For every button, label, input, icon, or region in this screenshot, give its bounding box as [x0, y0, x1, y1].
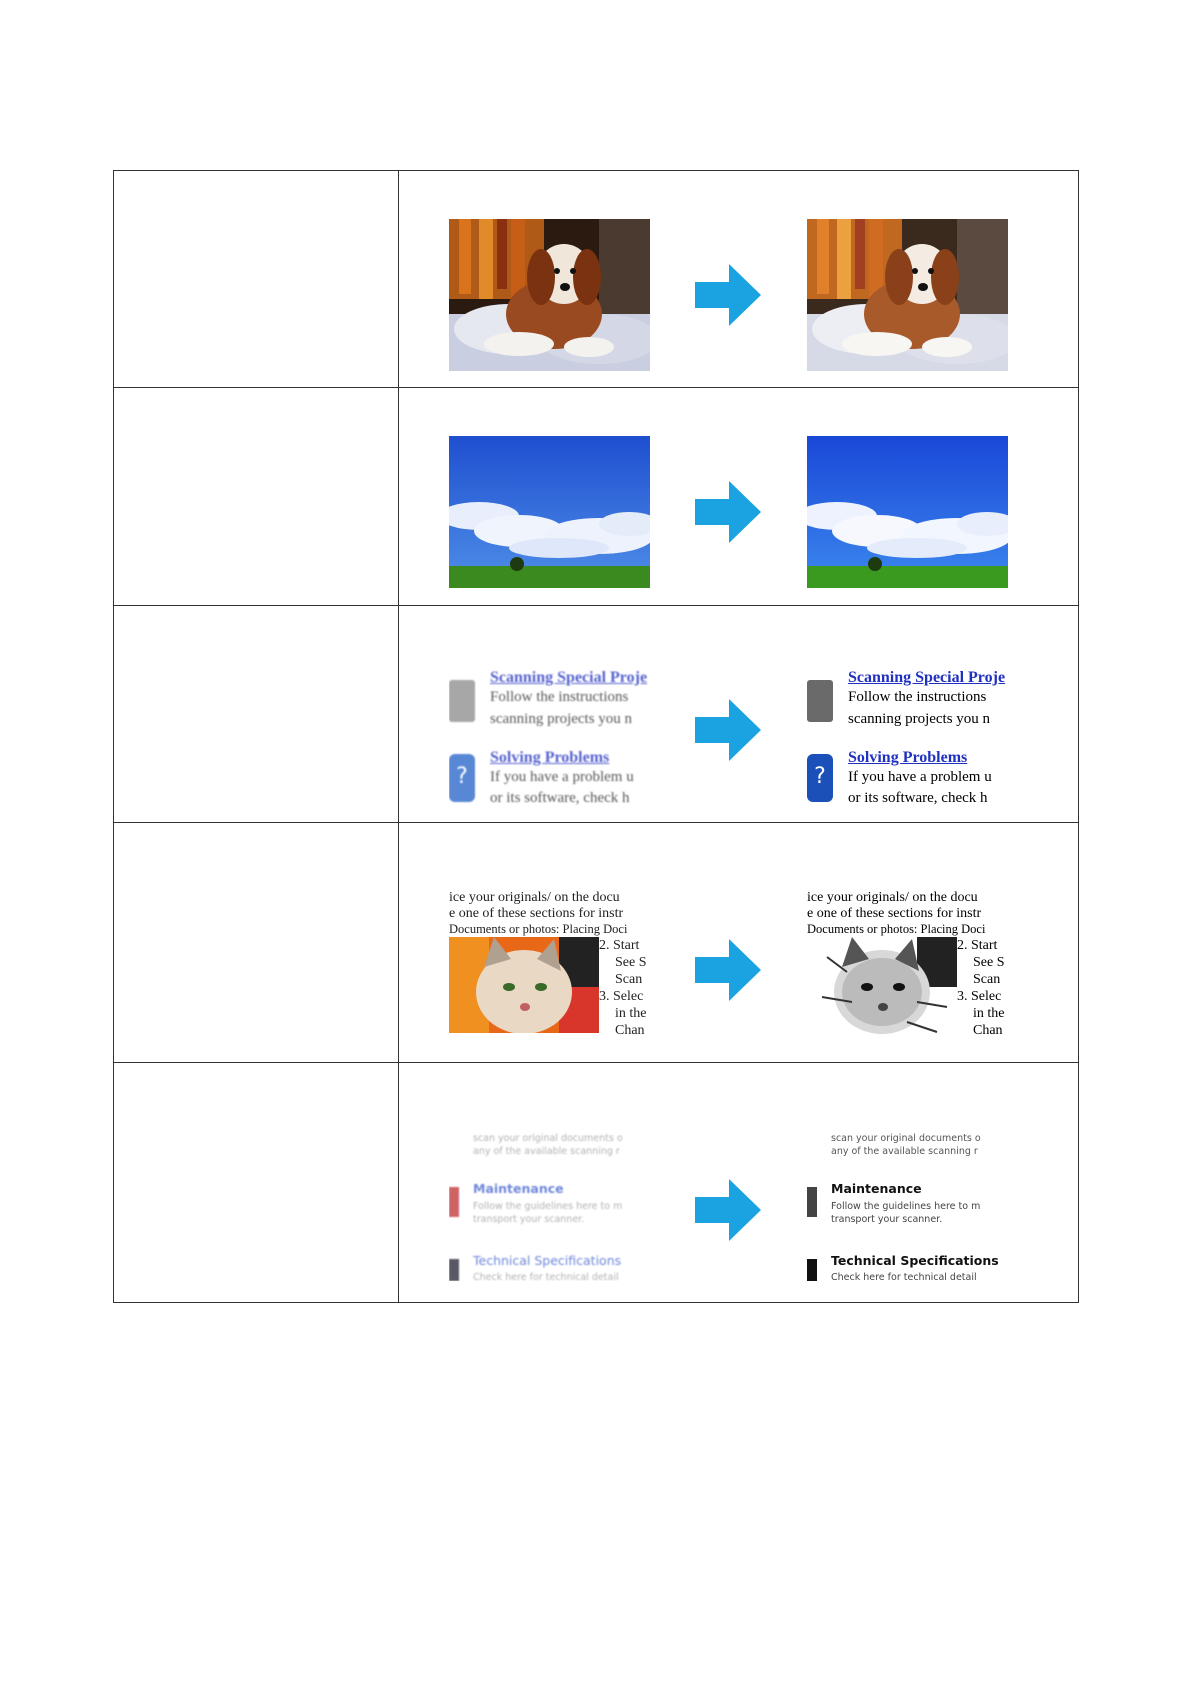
link-text: Scanning Special Proje [490, 669, 648, 686]
body-text: any of the available scanning r [473, 1146, 620, 1157]
body-text: or its software, check h [490, 790, 630, 806]
body-text: Scan [973, 972, 1001, 987]
body-text: in the [615, 1006, 647, 1021]
right-arrow-icon [695, 699, 761, 761]
body-text: scanning projects you n [490, 711, 633, 727]
body-text: Documents or photos: Placing Doci [449, 922, 628, 936]
table-row [114, 171, 1079, 388]
table-row [114, 823, 1079, 1063]
body-text: scan your original documents o [831, 1133, 981, 1144]
body-text: If you have a problem u [848, 769, 992, 785]
scanner-icon [807, 680, 833, 722]
comparison-cell [399, 388, 1079, 606]
scanner-icon [449, 680, 475, 722]
comparison-cell [399, 1063, 1079, 1303]
cat-photo-color [449, 937, 599, 1041]
edge-sample-after [807, 1129, 1008, 1281]
body-text: scan your original documents o [473, 1133, 623, 1144]
feature-label-cell [114, 1063, 399, 1303]
body-text: 3. Selec [599, 989, 644, 1004]
section-title: Technical Specifications [831, 1253, 999, 1268]
link-text: Solving Problems [490, 749, 610, 766]
link-text: Solving Problems [848, 749, 968, 766]
comparison-cell [399, 823, 1079, 1063]
body-text: 3. Selec [957, 989, 1002, 1004]
body-text: Follow the guidelines here to m [831, 1201, 981, 1212]
body-text: Check here for technical detail [831, 1272, 977, 1281]
table-row [114, 1063, 1079, 1303]
sky-photo-before [449, 436, 650, 588]
body-text: ice your originals/ on the docu [807, 890, 978, 905]
cat-photo-mono [807, 937, 957, 1041]
body-text: e one of these sections for instr [807, 906, 982, 921]
body-text: See S [973, 955, 1005, 970]
body-text: 2. Start [957, 938, 998, 953]
body-text: Chan [615, 1023, 645, 1038]
feature-label-cell [114, 606, 399, 823]
feature-label-cell [114, 388, 399, 606]
comparison-table [113, 170, 1079, 1303]
table-row [114, 388, 1079, 606]
right-arrow-icon [695, 1179, 761, 1241]
comparison-cell [399, 171, 1079, 388]
help-icon: ? [449, 754, 475, 802]
body-text: or its software, check h [848, 790, 988, 806]
dog-photo-before [449, 219, 650, 371]
body-text: 2. Start [599, 938, 640, 953]
sky-photo-after [807, 436, 1008, 588]
body-text: transport your scanner. [831, 1214, 943, 1225]
text-sample-before [449, 666, 650, 806]
text-sample-after [807, 666, 1008, 806]
body-text: Scan [615, 972, 643, 987]
maintenance-icon [807, 1187, 817, 1217]
specifications-icon [807, 1259, 817, 1281]
body-text: e one of these sections for instr [449, 906, 624, 921]
link-text: Scanning Special Proje [848, 669, 1006, 686]
edge-sample-before [449, 1129, 650, 1281]
right-arrow-icon [695, 264, 761, 326]
segmentation-sample-before [449, 889, 650, 1041]
body-text: Check here for technical detail [473, 1272, 619, 1281]
feature-label-cell [114, 171, 399, 388]
body-text: If you have a problem u [490, 769, 634, 785]
dog-photo-after [807, 219, 1008, 371]
body-text: any of the available scanning r [831, 1146, 978, 1157]
body-text: Documents or photos: Placing Doci [807, 922, 986, 936]
section-title: Maintenance [473, 1181, 564, 1196]
maintenance-icon [449, 1187, 459, 1217]
body-text: Follow the instructions [490, 689, 629, 705]
specifications-icon [449, 1259, 459, 1281]
feature-label-cell [114, 823, 399, 1063]
comparison-cell [399, 606, 1079, 823]
right-arrow-icon [695, 481, 761, 543]
section-title: Technical Specifications [473, 1253, 622, 1268]
body-text: in the [973, 1006, 1005, 1021]
body-text: transport your scanner. [473, 1214, 585, 1225]
body-text: Follow the guidelines here to m [473, 1201, 623, 1212]
body-text: See S [615, 955, 647, 970]
body-text: ice your originals/ on the docu [449, 890, 620, 905]
body-text: scanning projects you n [848, 711, 991, 727]
section-title: Maintenance [831, 1181, 922, 1196]
right-arrow-icon [695, 939, 761, 1001]
table-row [114, 606, 1079, 823]
help-icon: ? [807, 754, 833, 802]
body-text: Follow the instructions [848, 689, 987, 705]
segmentation-sample-after [807, 889, 1008, 1041]
body-text: Chan [973, 1023, 1003, 1038]
